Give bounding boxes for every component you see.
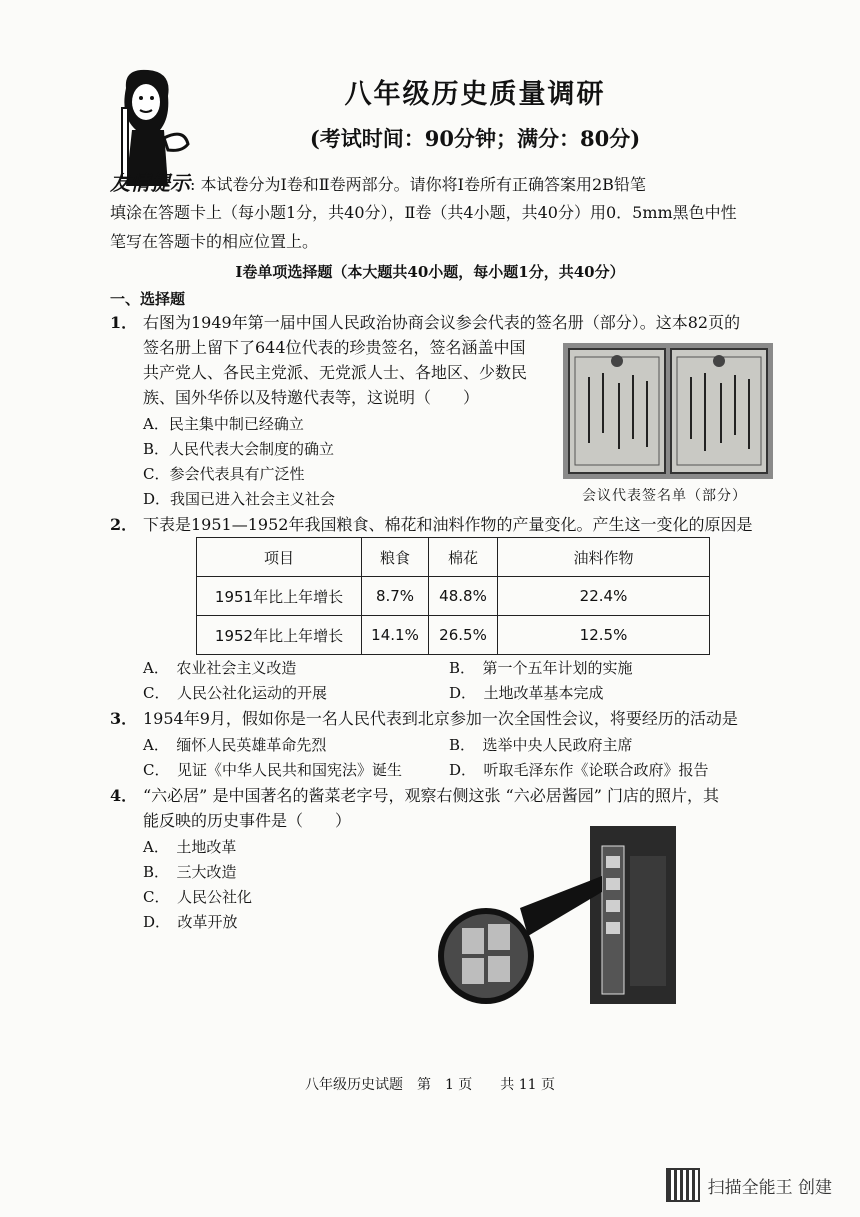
page-title: 八年级历史质量调研 [344, 79, 606, 110]
tip-text-1: : 本试卷分为I卷和Ⅱ卷两部分。请你将I卷所有正确答案用2B铅笔 [190, 175, 646, 194]
table-header: 棉花 [429, 538, 498, 577]
option-a[interactable]: A． 土地改革 [143, 838, 237, 856]
option-c[interactable]: C． 见证《中华人民共和国宪法》诞生 [143, 761, 402, 779]
table-cell: 8.7% [362, 577, 429, 616]
page-footer: 八年级历史试题 第 1 页 共 11 页 [304, 1077, 556, 1093]
table-cell: 14.1% [362, 616, 429, 655]
table-header-row [197, 538, 710, 577]
table-header: 项目 [197, 538, 362, 577]
option-b[interactable]: B． 第一个五年计划的实施 [449, 659, 633, 677]
option-d[interactable]: D．我国已进入社会主义社会 [143, 490, 336, 508]
question-number: 2． [110, 515, 138, 534]
table-cell: 1952年比上年增长 [197, 616, 362, 655]
table-cell: 12.5% [498, 616, 710, 655]
table-row [197, 616, 710, 655]
question-text: 1954年9月，假如你是一名人民代表到北京参加一次全国性会议，将要经历的活动是 [143, 709, 738, 728]
section-title: I卷单项选择题（本大题共40小题，每小题1分，共40分） [235, 263, 625, 281]
table-row [197, 577, 710, 616]
question-4 [110, 783, 830, 809]
table-cell: 48.8% [429, 577, 498, 616]
part-label: 一、选择题 [110, 290, 186, 308]
table-header: 粮食 [362, 538, 429, 577]
option-b[interactable]: B．人民代表大会制度的确立 [143, 440, 335, 458]
watermark-text: 扫描全能王 创建 [707, 1177, 832, 1198]
tip-line-3: 笔写在答题卡的相应位置上。 [110, 232, 319, 251]
option-c[interactable]: C． 人民公社化 [143, 888, 252, 906]
tip-line-2: 填涂在答题卡上（每小题1分，共40分），Ⅱ卷（共4小题，共40分）用0．5mm黑色中性 [110, 203, 737, 222]
question-text: 下表是1951—1952年我国粮食、棉花和油料作物的产量变化。产生这一变化的原因是 [143, 515, 753, 534]
scanner-watermark [666, 1168, 832, 1202]
option-b[interactable]: B． 选举中央人民政府主席 [449, 736, 633, 754]
question-text: “六必居” 是中国著名的酱菜老字号，观察右侧这张 “六必居酱园” 门店的照片，其 [143, 786, 719, 805]
tip-label: 友情提示 [110, 171, 190, 195]
question-text: 族、国外华侨以及特邀代表等，这说明（ ） [143, 388, 480, 407]
option-a[interactable]: A．民主集中制已经确立 [143, 415, 304, 433]
question-number: 3． [110, 709, 138, 728]
exam-info: (考试时间：90分钟；满分：80分) [309, 126, 641, 151]
question-2 [110, 512, 830, 538]
question-text: 能反映的历史事件是（ ） [143, 811, 352, 830]
option-a[interactable]: A． 农业社会主义改造 [143, 659, 297, 677]
qr-code-icon [666, 1168, 700, 1202]
option-b[interactable]: B． 三大改造 [143, 863, 237, 881]
option-d[interactable]: D． 改革开放 [143, 913, 238, 931]
option-d[interactable]: D． 土地改革基本完成 [449, 684, 604, 702]
option-d[interactable]: D． 听取毛泽东作《论联合政府》报告 [449, 761, 709, 779]
question-text: 签名册上留下了644位代表的珍贵签名，签名涵盖中国 [143, 338, 526, 357]
image-caption: 会议代表签名单（部分） [582, 488, 747, 504]
question-number: 1． [110, 313, 138, 332]
question-text: 共产党人、各民主党派、无党派人士、各地区、少数民 [143, 363, 528, 382]
table-cell: 26.5% [429, 616, 498, 655]
table-header: 油料作物 [498, 538, 710, 577]
option-c[interactable]: C．参会代表具有广泛性 [143, 465, 305, 483]
question-1 [110, 310, 810, 336]
signature-book-image [563, 343, 773, 479]
question-text: 右图为1949年第一届中国人民政治协商会议参会代表的签名册（部分）。这本82页的 [143, 313, 741, 332]
production-table [196, 537, 710, 655]
option-c[interactable]: C． 人民公社化运动的开展 [143, 684, 327, 702]
question-3 [110, 706, 830, 732]
question-number: 4． [110, 786, 138, 805]
table-cell: 22.4% [498, 577, 710, 616]
option-a[interactable]: A． 缅怀人民英雄革命先烈 [143, 736, 327, 754]
tip-line-1 [110, 170, 810, 198]
table-cell: 1951年比上年增长 [197, 577, 362, 616]
storefront-photo [436, 826, 676, 1018]
